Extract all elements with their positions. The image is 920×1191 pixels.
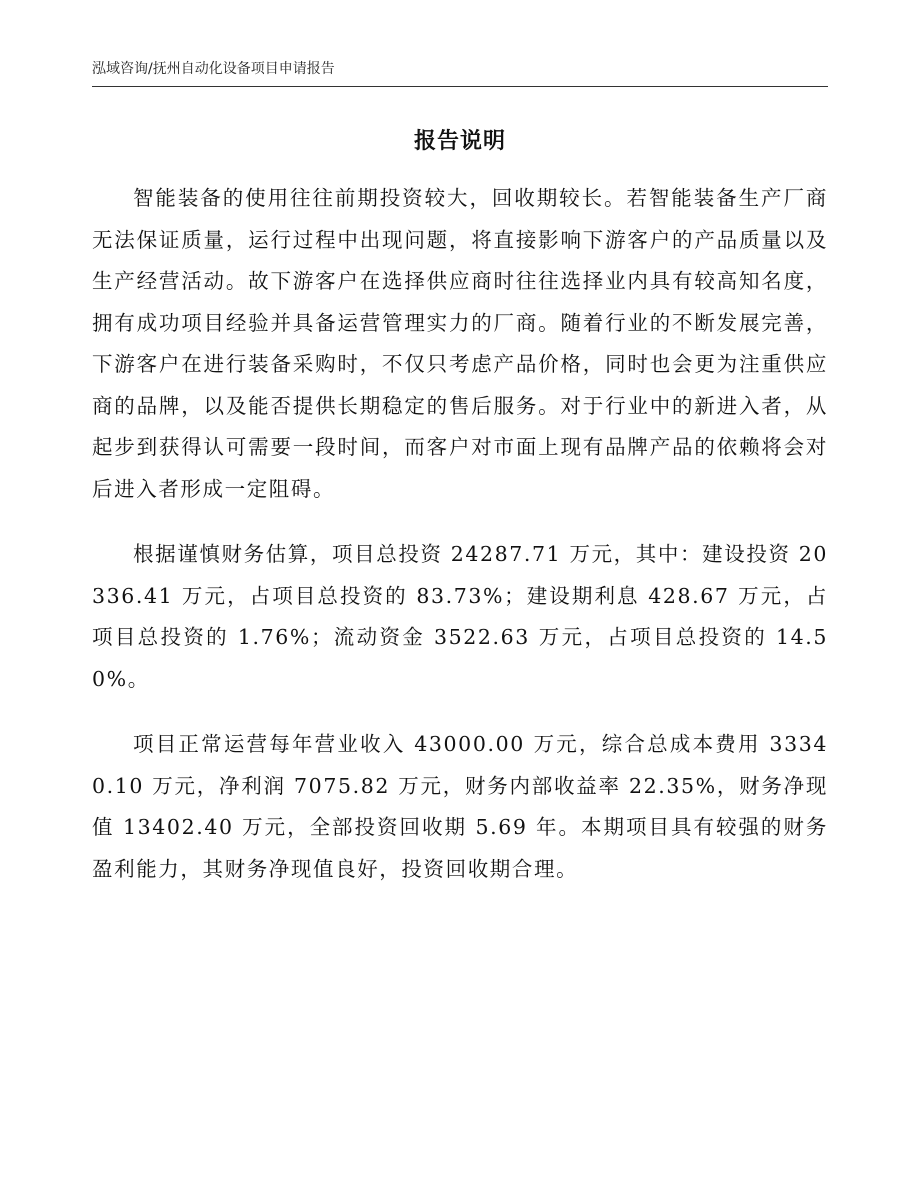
header-breadcrumb: 泓域咨询/抚州自动化设备项目申请报告 [92,61,335,77]
paragraph-investment-estimate: 根据谨慎财务估算，项目总投资 24287.71 万元，其中：建设投资 20336.41 万元，占项目总投资的 83.73%；建设期利息 428.67 万元，占项目总投资的 1.76%；流动资金 3522.63 万元，占项目总投资的 14.50%。 [92,542,828,691]
document-body [92,178,828,914]
paragraph-market-barriers: 智能装备的使用往往前期投资较大，回收期较长。若智能装备生产厂商无法保证质量，运行过程中出现问题，将直接影响下游客户的产品质量以及生产经营活动。故下游客户在选择供应商时往往选择业内具有较高知名度，拥有成功项目经验并具备运营管理实力的厂商。随着行业的不断发展完善，下游客户在进行装备采购时，不仅只考虑产品价格，同时也会更为注重供应商的品牌，以及能否提供长期稳定的售后服务。对于行业中的新进入者，从起步到获得认可需要一段时间，而客户对市面上现有品牌产品的依赖将会对后进入者形成一定阻碍。 [92,186,828,501]
page-title: 报告说明 [413,129,506,154]
paragraph-financial-returns: 项目正常运营每年营业收入 43000.00 万元，综合总成本费用 33340.10 万元，净利润 7075.82 万元，财务内部收益率 22.35%，财务净现值 13402.40 万元，全部投资回收期 5.69 年。本期项目具有较强的财务盈利能力，其财务净现值良好，投资回收期合理。 [92,732,828,881]
page-header [92,58,828,87]
